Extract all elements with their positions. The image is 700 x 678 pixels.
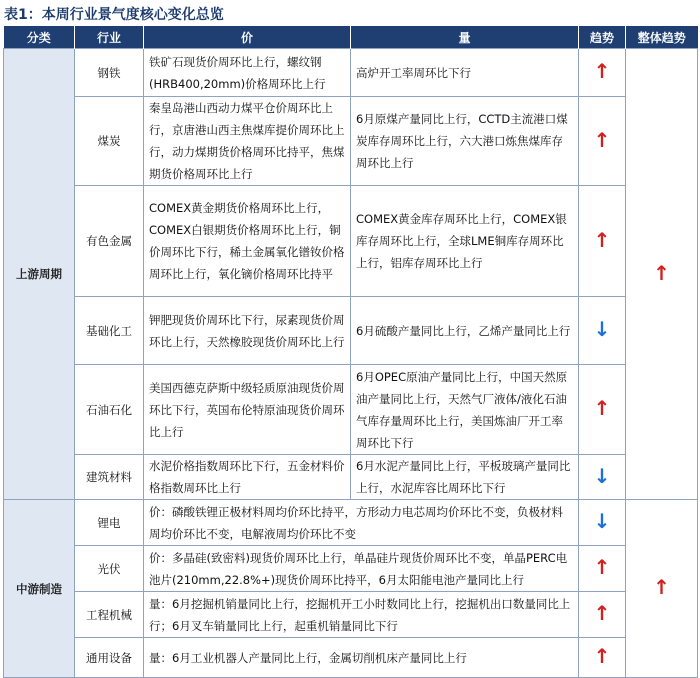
header-category: 分类 [4,26,75,49]
header-volume: 量 [351,26,579,49]
table-row [4,592,698,638]
volume-cell: 6月水泥产量同比上行，平板玻璃产量同比上行，水泥库容比周环比下行 [351,455,579,500]
table-row [4,365,698,455]
industry-cell: 工程机械 [75,592,144,638]
down-arrow-icon: ↓ [593,509,611,533]
trend-cell [579,97,626,186]
up-arrow-icon: ↑ [593,555,611,579]
table-row [4,500,698,546]
trend-cell [579,297,626,365]
trend-cell [579,592,626,638]
volume-cell: 6月原煤产量同比上行，CCTD主流港口煤炭库存周环比上行，六大港口炼焦煤库存周环比上行 [351,97,579,186]
industry-cell: 钢铁 [75,49,144,97]
industry-cell: 有色金属 [75,186,144,297]
table-row [4,455,698,500]
price-cell: COMEX黄金期货价格周环比上行，COMEX白银期货价格周环比上行，铜价周环比下行，稀土金属氧化镨钕价格周环比上行，氧化镝价格周环比持平 [144,186,351,297]
header-row [4,26,698,49]
industry-cell: 石油石化 [75,365,144,455]
header-overall-trend: 整体趋势 [626,26,698,49]
volume-cell: 高炉开工率周环比下行 [351,49,579,97]
trend-cell [579,546,626,592]
category-midstream: 中游制造 [4,500,75,678]
down-arrow-icon: ↓ [593,317,611,341]
up-arrow-icon: ↑ [593,644,611,668]
table-row [4,297,698,365]
detail-cell: 量：6月挖掘机销量同比上行，挖掘机开工小时数同比上行，挖掘机出口数量同比上行；6月叉车销量同比上行，起重机销量同比下行 [144,592,579,638]
price-cell: 秦皇岛港山西动力煤平仓价周环比上行，京唐港山西主焦煤库提价周环比上行，动力煤期货价格周环比持平，焦煤期货价格周环比上行 [144,97,351,186]
price-cell: 美国西德克萨斯中级轻质原油现货价周环比下行，英国布伦特原油现货价周环比上行 [144,365,351,455]
up-arrow-icon: ↑ [593,127,611,152]
volume-cell: COMEX黄金库存周环比上行，COMEX银库存周环比上行，全球LME铜库存周环比上行，铝库存周环比上行 [351,186,579,297]
volume-cell: 6月OPEC原油产量同比上行，中国天然原油产量同比上行，天然气厂液体/液化石油气库存量周环比上行，美国炼油厂开工率周环比下行 [351,365,579,455]
category-upstream: 上游周期 [4,49,75,500]
industry-table [3,26,698,678]
table-row [4,97,698,186]
up-arrow-icon: ↑ [593,601,611,625]
price-cell: 水泥价格指数周环比下行，五金材料价格指数周环比上行 [144,455,351,500]
up-arrow-icon: ↑ [653,575,670,599]
up-arrow-icon: ↑ [593,396,611,420]
detail-cell: 价：磷酸铁锂正极材料周均价环比持平，方形动力电芯周均价环比不变，负极材料周均价环比不变，电解液周均价环比不变 [144,500,579,546]
trend-cell [579,638,626,678]
table-row [4,638,698,678]
price-cell: 铁矿石现货价周环比上行，螺纹钢(HRB400,20mm)价格周环比上行 [144,49,351,97]
header-price: 价 [144,26,351,49]
industry-cell: 建筑材料 [75,455,144,500]
industry-cell: 锂电 [75,500,144,546]
detail-cell: 价：多晶硅(致密料)现货价周环比上行，单晶硅片现货价周环比不变，单晶PERC电池片(210mm,22.8%+)现货价周环比持平，6月太阳能电池产量同比上行 [144,546,579,592]
overall-trend-midstream [626,500,698,678]
overall-trend-upstream [626,49,698,500]
up-arrow-icon: ↑ [593,59,611,83]
industry-cell: 通用设备 [75,638,144,678]
volume-cell: 6月硫酸产量同比上行，乙烯产量同比上行 [351,297,579,365]
header-trend: 趋势 [579,26,626,49]
price-cell: 钾肥现货价周环比下行，尿素现货价周环比上行，天然橡胶现货价周环比上行 [144,297,351,365]
up-arrow-icon: ↑ [593,227,611,252]
trend-cell [579,455,626,500]
up-arrow-icon: ↑ [653,260,670,285]
table-title: 表1：本周行业景气度核心变化总览 [4,7,224,23]
industry-cell: 煤炭 [75,97,144,186]
header-industry: 行业 [75,26,144,49]
table-row [4,546,698,592]
table-row [4,186,698,297]
down-arrow-icon: ↓ [593,463,611,488]
trend-cell [579,49,626,97]
table-row [4,49,698,97]
detail-cell: 量：6月工业机器人产量同比上行，金属切削机床产量同比上行 [144,638,579,678]
industry-cell: 光伏 [75,546,144,592]
trend-cell [579,500,626,546]
trend-cell [579,186,626,297]
trend-cell [579,365,626,455]
industry-cell: 基础化工 [75,297,144,365]
